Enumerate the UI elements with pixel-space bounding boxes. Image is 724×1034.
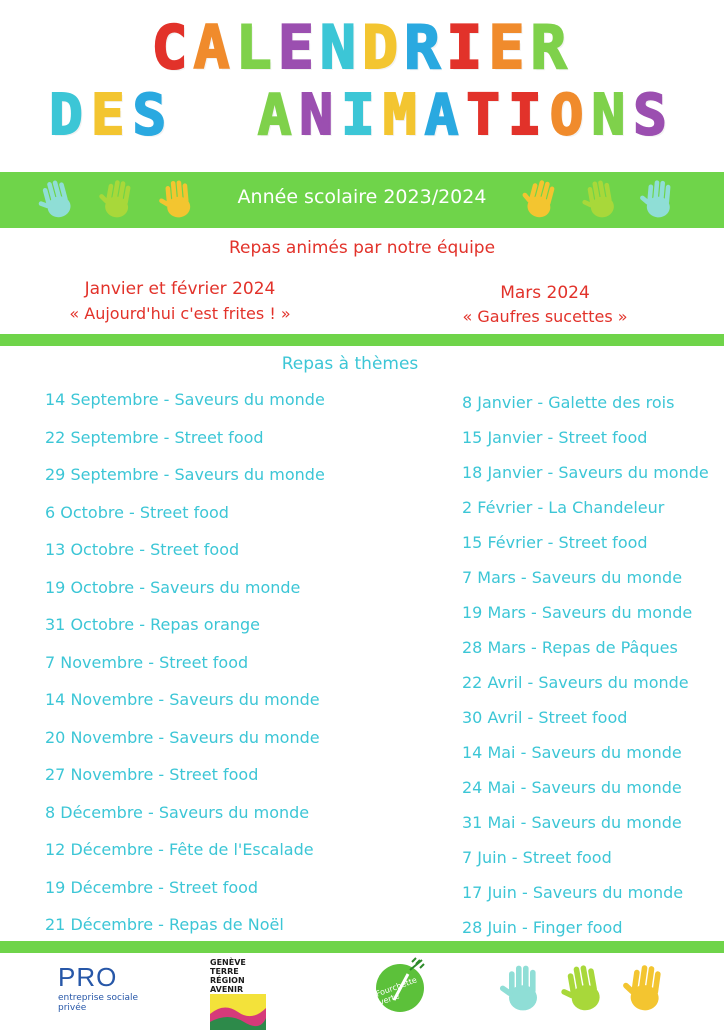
pro-caption-line1: entreprise sociale: [58, 993, 139, 1003]
theme-list-item: 22 Avril - Saveurs du monde: [462, 673, 689, 692]
geneve-line2: RÉGION: [210, 976, 245, 985]
title-letter: I: [341, 83, 383, 148]
march-title: Mars 2024: [500, 283, 590, 303]
theme-list-item: 27 Novembre - Street food: [45, 765, 259, 784]
theme-list-item: 12 Décembre - Fête de l'Escalade: [45, 840, 314, 859]
title-letter: D: [49, 83, 91, 148]
title-letter: L: [235, 13, 278, 83]
theme-list-item: 7 Juin - Street food: [462, 848, 612, 867]
geneve-line3: TERRE: [210, 967, 239, 976]
theme-list-item: 7 Mars - Saveurs du monde: [462, 568, 683, 587]
theme-list-item: 15 Janvier - Street food: [462, 428, 648, 447]
title-line-2: [0, 83, 724, 148]
title-letter: C: [151, 13, 194, 83]
hand-icon: [518, 176, 564, 222]
theme-list-item: 8 Janvier - Galette des rois: [462, 393, 675, 412]
middle-green-band: [0, 334, 724, 346]
theme-list-item: 21 Décembre - Repas de Noël: [45, 915, 284, 934]
title-letter: N: [319, 13, 362, 83]
title-letter: A: [257, 83, 300, 148]
theme-list-item: 19 Décembre - Street food: [45, 877, 259, 897]
title-letter: I: [446, 13, 489, 83]
title-letter: E: [277, 13, 320, 83]
geneve-logo-text: [210, 958, 270, 994]
animated-meals-title: Repas animés par notre équipe: [228, 238, 496, 258]
title-letter: E: [488, 13, 531, 83]
hand-icon: [636, 176, 682, 222]
hand-icon: [95, 176, 141, 222]
pro-logo-caption: [58, 993, 148, 1013]
fourchette-verte-logo: [372, 956, 432, 1016]
pro-logo-mark: PRO: [58, 962, 118, 992]
title-letter: A: [424, 83, 467, 148]
theme-list-item: 14 Novembre - Saveurs du monde: [45, 690, 320, 709]
theme-list-item: 14 Septembre - Saveurs du monde: [45, 390, 325, 409]
theme-list-item: 6 Octobre - Street food: [45, 502, 229, 522]
theme-list-item: 24 Mai - Saveurs du monde: [462, 778, 682, 797]
title-letter: E: [90, 83, 133, 148]
bottom-green-band: [0, 941, 724, 953]
theme-list-item: 14 Mai - Saveurs du monde: [462, 743, 682, 762]
january-february-subtitle: « Aujourd'hui c'est frites ! »: [69, 304, 291, 323]
theme-list-item: 19 Mars - Saveurs du monde: [462, 603, 693, 622]
title-letter: A: [193, 13, 236, 83]
title-letter: S: [132, 83, 175, 148]
title-letter: S: [633, 83, 675, 148]
school-year-label: Année scolaire 2023/2024: [237, 186, 487, 208]
hand-icon: [495, 960, 551, 1016]
pro-caption-line2: privée: [58, 1003, 87, 1013]
hand-icon: [556, 960, 612, 1016]
theme-list-item: 20 Novembre - Saveurs du monde: [45, 727, 320, 747]
themes-title: Repas à thèmes: [281, 354, 419, 374]
january-february-title: Janvier et février 2024: [84, 279, 276, 299]
theme-list-item: 18 Janvier - Saveurs du monde: [462, 463, 709, 482]
theme-list-item: 17 Juin - Saveurs du monde: [462, 883, 684, 902]
geneve-logo-mark: [210, 994, 266, 1030]
theme-list-item: 15 Février - Street food: [462, 533, 648, 552]
theme-list-item: 19 Octobre - Saveurs du monde: [45, 577, 301, 597]
theme-list-item: 28 Mars - Repas de Pâques: [462, 638, 678, 657]
title-line-1: [0, 13, 724, 83]
pro-logo: [58, 962, 148, 1017]
theme-list-item: 31 Octobre - Repas orange: [45, 615, 261, 634]
title-letter: [174, 88, 216, 144]
theme-list-item: 13 Octobre - Street food: [45, 540, 240, 559]
hand-icon: [34, 176, 80, 222]
fourchette-label: Fourchette verte: [374, 975, 419, 1008]
geneve-logo: [210, 958, 270, 1016]
title-letter: R: [530, 13, 573, 83]
geneve-line1: GENÈVE: [210, 958, 246, 967]
geneve-line4: AVENIR: [210, 985, 244, 994]
themes-list-right: [462, 393, 709, 953]
title-letter: T: [466, 83, 509, 148]
title-letter: M: [382, 83, 425, 148]
hand-icon: [618, 960, 674, 1016]
theme-list-item: 7 Novembre - Street food: [45, 652, 249, 672]
march-subtitle: « Gaufres sucettes »: [462, 307, 628, 326]
theme-list-item: 31 Mai - Saveurs du monde: [462, 813, 682, 832]
theme-list-item: 22 Septembre - Street food: [45, 427, 264, 447]
title-letter: [216, 88, 258, 144]
themes-list-left: [45, 390, 325, 953]
hand-icon: [155, 176, 201, 222]
title-letter: I: [508, 83, 550, 148]
title-letter: N: [299, 83, 342, 148]
title-letter: O: [549, 83, 592, 148]
theme-list-item: 29 Septembre - Saveurs du monde: [45, 465, 325, 484]
theme-list-item: 2 Février - La Chandeleur: [462, 498, 665, 517]
hand-icon: [578, 176, 624, 222]
theme-list-item: 8 Décembre - Saveurs du monde: [45, 802, 310, 822]
theme-list-item: 30 Avril - Street food: [462, 708, 628, 727]
theme-list-item: 28 Juin - Finger food: [462, 918, 623, 937]
title-letter: R: [404, 13, 447, 83]
title-letter: D: [362, 13, 405, 83]
title-letter: N: [591, 83, 634, 148]
